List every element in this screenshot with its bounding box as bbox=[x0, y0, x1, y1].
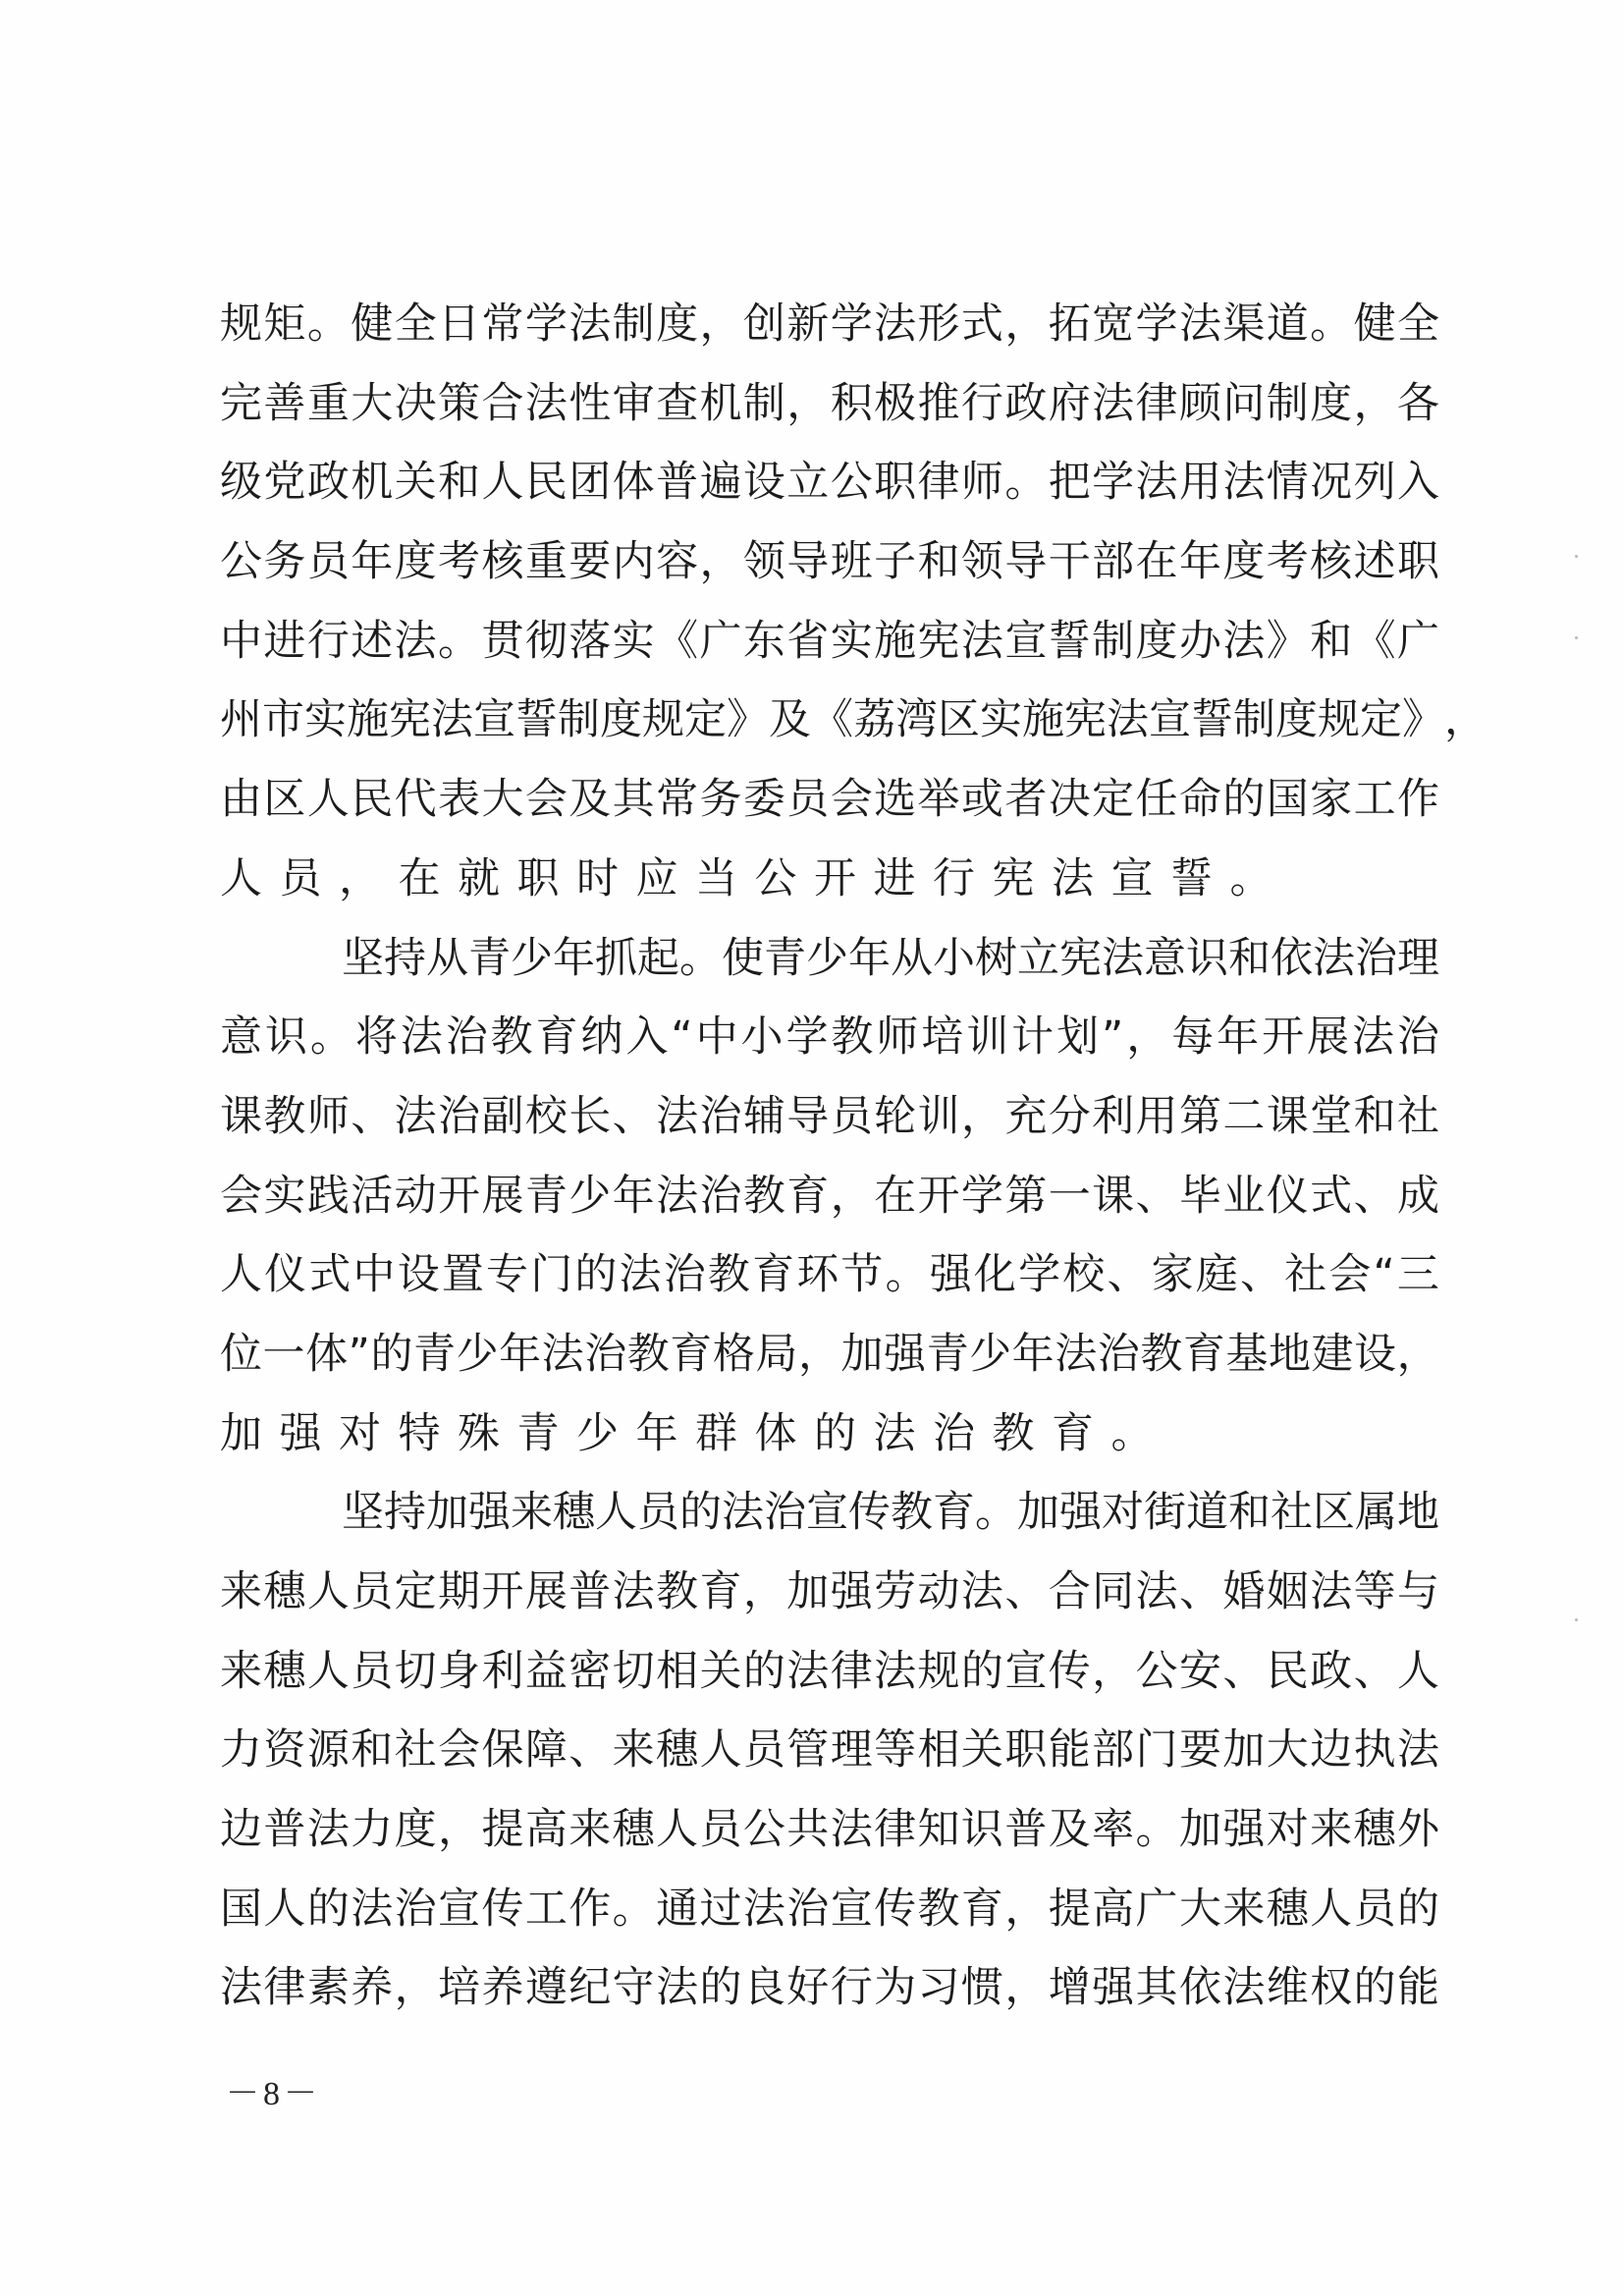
text-line: 人 仪 式 中 设 置 专 门 的 法 治 教 育 环 节 。 强 化 学 校 、 家 庭 、 社 会 “ 三 bbox=[220, 1250, 1439, 1300]
text-line: 国 人 的 法 治 宣 传 工 作 。 通 过 法 治 宣 传 教 育 ， 提 高 广 大 来 穗 人 员 的 bbox=[220, 1884, 1439, 1934]
paragraph-rule-of-law-study bbox=[220, 285, 1487, 919]
text-line: 会 实 践 活 动 开 展 青 少 年 法 治 教 育 ， 在 开 学 第 一 课 、 毕 业 仪 式 、 成 bbox=[220, 1171, 1439, 1221]
text-line: 来 穗 人 员 定 期 开 展 普 法 教 育 ， 加 强 劳 动 法 、 合 同 法 、 婚 姻 法 等 与 bbox=[220, 1567, 1439, 1616]
paragraph-migrant-legal-education bbox=[220, 1473, 1439, 2028]
scan-speck bbox=[1575, 636, 1578, 639]
text-line: 人员，在就职时应当公开进行宪法宣誓。 bbox=[220, 853, 1289, 903]
text-line: 坚 持 加 强 来 穗 人 员 的 法 治 宣 传 教 育 。 加 强 对 街 道 和 社 区 属 地 bbox=[342, 1488, 1439, 1538]
page-number: －8－ bbox=[226, 2076, 321, 2112]
text-line: 位 一 体 ” 的 青 少 年 法 治 教 育 格 局 ， 加 强 青 少 年 法 治 教 育 基 地 建 设 ， bbox=[220, 1329, 1439, 1379]
text-line: 法 律 素 养 ， 培 养 遵 纪 守 法 的 良 好 行 为 习 惯 ， 增 强 其 依 法 维 权 的 能 bbox=[220, 1963, 1439, 2013]
text-line: 规 矩 。 健 全 日 常 学 法 制 度 ， 创 新 学 法 形 式 ， 拓 宽 学 法 渠 道 。 健 全 bbox=[220, 300, 1439, 349]
text-line: 坚 持 从 青 少 年 抓 起 。 使 青 少 年 从 小 树 立 宪 法 意 识 和 依 法 治 理 bbox=[342, 933, 1439, 983]
text-line: 课 教 师 、 法 治 副 校 长 、 法 治 辅 导 员 轮 训 ， 充 分 利 用 第 二 课 堂 和 社 bbox=[220, 1091, 1439, 1141]
text-line: 由 区 人 民 代 表 大 会 及 其 常 务 委 员 会 选 举 或 者 决 定 任 命 的 国 家 工 作 bbox=[220, 775, 1439, 825]
scan-speck bbox=[1575, 1618, 1578, 1621]
text-line: 加强对特殊青少年群体的法治教育。 bbox=[220, 1408, 1170, 1458]
scan-speck bbox=[1575, 555, 1578, 558]
document-body bbox=[220, 285, 1487, 2028]
text-line: 公 务 员 年 度 考 核 重 要 内 容 ， 领 导 班 子 和 领 导 干 部 在 年 度 考 核 述 职 bbox=[220, 537, 1439, 587]
text-line: 边 普 法 力 度 ， 提 高 来 穗 人 员 公 共 法 律 知 识 普 及 率 。 加 强 对 来 穗 外 bbox=[220, 1805, 1439, 1855]
text-line: 级 党 政 机 关 和 人 民 团 体 普 遍 设 立 公 职 律 师 。 把 学 法 用 法 情 况 列 入 bbox=[220, 458, 1439, 508]
text-line: 力 资 源 和 社 会 保 障 、 来 穗 人 员 管 理 等 相 关 职 能 部 门 要 加 大 边 执 法 bbox=[220, 1725, 1439, 1776]
text-line: 中 进 行 述 法 。 贯 彻 落 实 《 广 东 省 实 施 宪 法 宣 誓 制 度 办 法 》 和 《 广 bbox=[220, 616, 1439, 666]
text-line: 州 市 实 施 宪 法 宣 誓 制 度 规 定 》 及 《 荔 湾 区 实 施 宪 法 宣 誓 制 度 规 定 》 ， bbox=[220, 695, 1487, 745]
text-line: 完 善 重 大 决 策 合 法 性 审 查 机 制 ， 积 极 推 行 政 府 法 律 顾 问 制 度 ， 各 bbox=[220, 378, 1439, 428]
paragraph-youth-legal-education bbox=[220, 919, 1439, 1474]
text-line: 意 识 。 将 法 治 教 育 纳 入 “ 中 小 学 教 师 培 训 计 划 ” ， 每 年 开 展 法 治 bbox=[220, 1012, 1439, 1063]
text-line: 来 穗 人 员 切 身 利 益 密 切 相 关 的 法 律 法 规 的 宣 传 ， 公 安 、 民 政 、 人 bbox=[220, 1646, 1439, 1696]
